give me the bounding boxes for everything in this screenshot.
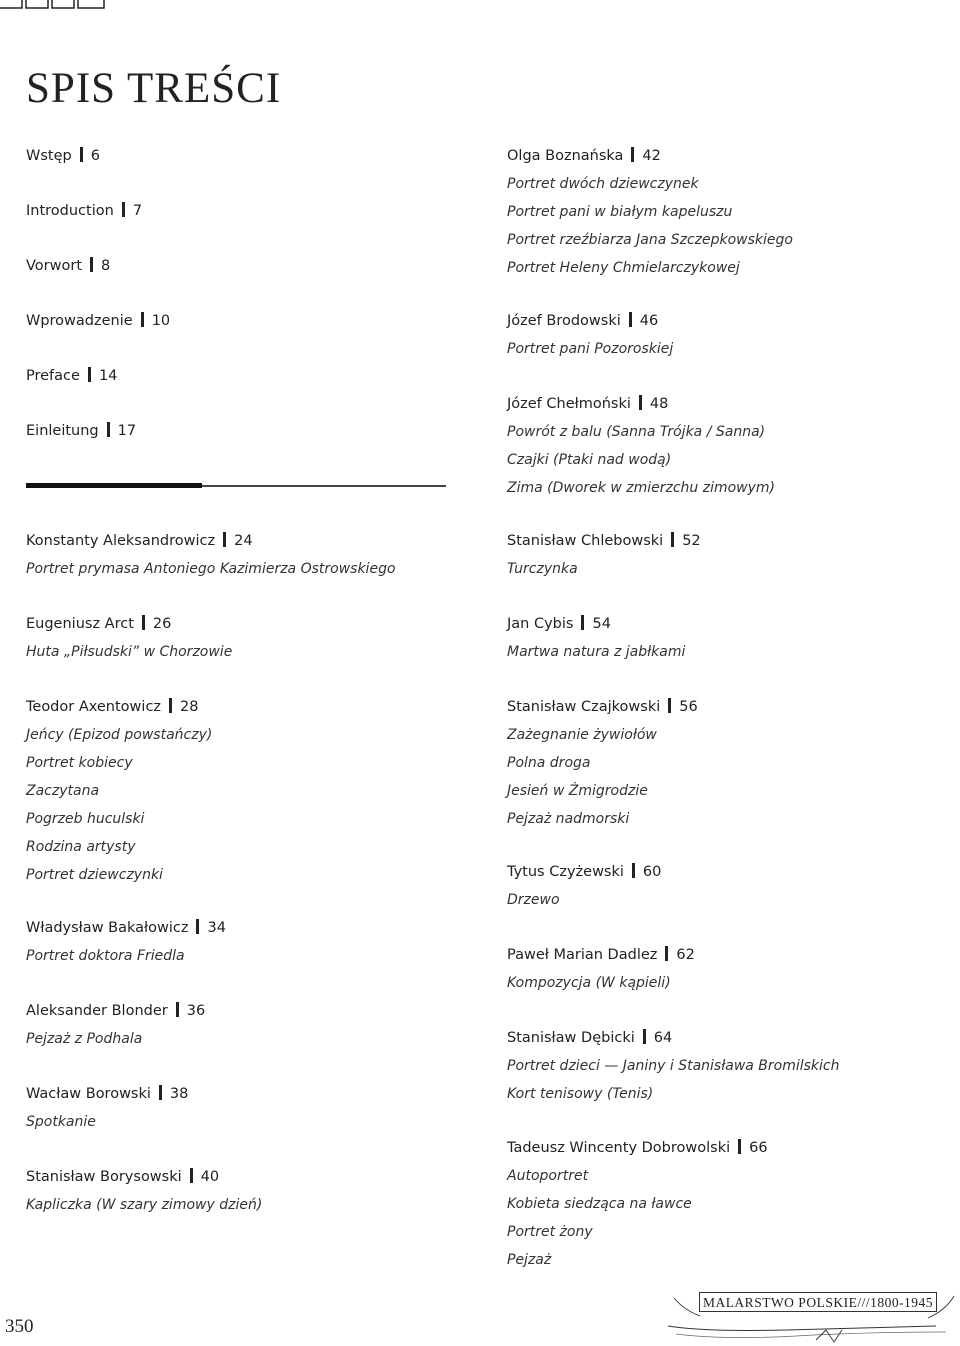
- entry-page-number: 64: [653, 1030, 673, 1046]
- artwork-title: Portret pani w białym kapeluszu: [507, 204, 733, 220]
- artwork-title: Huta „Piłsudski” w Chorzowie: [26, 644, 233, 660]
- toc-entry: [26, 362, 117, 390]
- entry-heading: [507, 307, 673, 335]
- artwork-title: Turczynka: [507, 561, 578, 577]
- entry-heading: [26, 252, 110, 280]
- toc-entry: [26, 693, 212, 889]
- toc-entry: [26, 142, 100, 170]
- entry-page-number: 26: [152, 616, 172, 632]
- series-label: MALARSTWO POLSKIE///1800-1945: [699, 1292, 937, 1312]
- artist-name: Jan Cybis: [507, 616, 574, 632]
- entry-page-number: 8: [101, 258, 111, 274]
- toc-entry: [26, 417, 136, 445]
- artwork-title: Zaczytana: [26, 783, 100, 799]
- artist-name: Paweł Marian Dadlez: [507, 947, 658, 963]
- toc-entry: [26, 1080, 188, 1136]
- entry-heading: [26, 693, 212, 721]
- artwork-title: Pejzaż nadmorski: [507, 811, 630, 827]
- artwork-title: Portret żony: [507, 1224, 593, 1240]
- entry-page-number: 48: [649, 396, 669, 412]
- entry-title: Vorwort: [26, 258, 83, 274]
- artist-name: Władysław Bakałowicz: [26, 920, 189, 936]
- entry-heading: [507, 142, 793, 170]
- separator-bar: [738, 1139, 741, 1154]
- artist-name: Tadeusz Wincenty Dobrowolski: [507, 1140, 731, 1156]
- artwork-title: Spotkanie: [26, 1114, 96, 1130]
- entry-heading: [26, 1080, 188, 1108]
- entry-title: Wstęp: [26, 148, 72, 164]
- entry-title: Wprowadzenie: [26, 313, 133, 329]
- entry-heading: [26, 417, 136, 445]
- separator-bar: [581, 615, 584, 630]
- toc-entry: [507, 941, 695, 997]
- separator-bar: [190, 1168, 193, 1183]
- separator-bar: [631, 147, 634, 162]
- artwork-title: Pejzaż z Podhala: [26, 1031, 143, 1047]
- entry-heading: [26, 527, 396, 555]
- separator-bar: [176, 1002, 179, 1017]
- entry-page-number: 6: [90, 148, 100, 164]
- separator-bar: [90, 257, 93, 272]
- artwork-title: Autoportret: [507, 1168, 589, 1184]
- separator-bar: [196, 919, 199, 934]
- artist-name: Konstanty Aleksandrowicz: [26, 533, 216, 549]
- entry-page-number: 7: [132, 203, 143, 219]
- toc-entry: [507, 858, 661, 914]
- artwork-title: Polna droga: [507, 755, 591, 771]
- artwork-title: Zima (Dworek w zmierzchu zimowym): [507, 480, 775, 496]
- entry-heading: [26, 307, 170, 335]
- entry-page-number: 56: [679, 699, 698, 715]
- separator-bar: [88, 367, 91, 382]
- entry-heading: [507, 1024, 840, 1052]
- entry-heading: [507, 610, 685, 638]
- entry-heading: [507, 527, 701, 555]
- separator-bar: [223, 532, 226, 547]
- separator-bar: [122, 202, 125, 217]
- entry-page-number: 52: [682, 533, 701, 549]
- artwork-title: Zażegnanie żywiołów: [507, 727, 657, 743]
- entry-page-number: 14: [98, 368, 118, 384]
- artist-name: Aleksander Blonder: [26, 1003, 168, 1019]
- artist-name: Józef Brodowski: [507, 313, 621, 329]
- artwork-title: Portret dzieci — Janiny i Stanisława Bromilskich: [507, 1058, 840, 1074]
- entry-heading: [26, 997, 205, 1025]
- artist-name: Stanisław Chlebowski: [507, 533, 664, 549]
- crop-marks-decoration: [0, 0, 110, 12]
- entry-heading: [26, 142, 100, 170]
- entry-page-number: 38: [169, 1086, 189, 1102]
- entry-page-number: 42: [642, 148, 661, 164]
- separator-bar: [629, 312, 632, 327]
- separator-bar: [141, 312, 144, 327]
- artist-name: Wacław Borowski: [26, 1086, 151, 1102]
- artwork-title: Rodzina artysty: [26, 839, 136, 855]
- entry-heading: [26, 914, 226, 942]
- artwork-title: Portret pani Pozoroskiej: [507, 341, 674, 357]
- entry-heading: [26, 362, 117, 390]
- artwork-title: Portret dwóch dziewczynek: [507, 176, 699, 192]
- artwork-title: Pogrzeb huculski: [26, 811, 145, 827]
- section-divider-thin: [202, 485, 446, 487]
- entry-page-number: 54: [592, 616, 611, 632]
- entry-page-number: 17: [117, 423, 137, 439]
- entry-heading: [26, 610, 232, 638]
- separator-bar: [80, 147, 83, 162]
- artist-name: Teodor Axentowicz: [26, 699, 162, 715]
- separator-bar: [107, 422, 110, 437]
- artwork-title: Portret prymasa Antoniego Kazimierza Ostrowskiego: [26, 561, 396, 577]
- toc-entry: [26, 914, 226, 970]
- artwork-title: Portret Heleny Chmielarczykowej: [507, 260, 740, 276]
- entry-page-number: 40: [200, 1169, 220, 1185]
- artwork-title: Martwa natura z jabłkami: [507, 644, 686, 660]
- separator-bar: [671, 532, 674, 547]
- artwork-title: Kort tenisowy (Tenis): [507, 1086, 654, 1102]
- entry-heading: [507, 1134, 768, 1162]
- toc-entry: [26, 997, 205, 1053]
- artist-name: Olga Boznańska: [507, 148, 624, 164]
- entry-page-number: 62: [676, 947, 695, 963]
- entry-title: Preface: [26, 368, 80, 384]
- separator-bar: [632, 863, 635, 878]
- separator-bar: [169, 698, 172, 713]
- artist-name: Stanisław Dębicki: [507, 1030, 635, 1046]
- toc-entry: [507, 1134, 768, 1274]
- toc-entry: [26, 252, 110, 280]
- artwork-title: Portret kobiecy: [26, 755, 133, 771]
- artist-name: Stanisław Czajkowski: [507, 699, 661, 715]
- entry-page-number: 46: [639, 313, 659, 329]
- entry-page-number: 28: [180, 699, 199, 715]
- entry-heading: [507, 693, 698, 721]
- entry-page-number: 66: [749, 1140, 768, 1156]
- toc-entry: [26, 307, 170, 335]
- toc-entry: [507, 693, 698, 833]
- toc-entry: [507, 1024, 840, 1108]
- artwork-title: Jesień w Żmigrodzie: [507, 783, 648, 799]
- entry-page-number: 24: [234, 533, 253, 549]
- artist-name: Tytus Czyżewski: [507, 864, 624, 880]
- artwork-title: Portret dziewczynki: [26, 867, 163, 883]
- artwork-title: Pejzaż: [507, 1252, 552, 1268]
- entry-page-number: 34: [207, 920, 226, 936]
- entry-heading: [26, 1163, 262, 1191]
- separator-bar: [142, 615, 145, 630]
- entry-heading: [507, 858, 661, 886]
- artwork-title: Drzewo: [507, 892, 560, 908]
- entry-page-number: 60: [642, 864, 662, 880]
- artwork-title: Powrót z balu (Sanna Trójka / Sanna): [507, 424, 766, 440]
- entry-title: Einleitung: [26, 423, 99, 439]
- entry-page-number: 10: [151, 313, 171, 329]
- page-title: SPIS TREŚCI: [26, 65, 282, 112]
- toc-entry: [507, 527, 701, 583]
- entry-title: Introduction: [26, 203, 114, 219]
- toc-entry: [26, 1163, 262, 1219]
- separator-bar: [159, 1085, 162, 1100]
- entry-heading: [507, 390, 775, 418]
- artist-name: Eugeniusz Arct: [26, 616, 134, 632]
- toc-entry: [26, 527, 396, 583]
- page-number: 350: [5, 1316, 34, 1337]
- artwork-title: Kobieta siedząca na ławce: [507, 1196, 692, 1212]
- entry-page-number: 36: [186, 1003, 206, 1019]
- toc-entry: [507, 390, 775, 502]
- toc-entry: [26, 197, 142, 225]
- artwork-title: Kapliczka (W szary zimowy dzień): [26, 1197, 263, 1213]
- toc-entry: [507, 610, 685, 666]
- artist-name: Stanisław Borysowski: [26, 1169, 182, 1185]
- toc-entry: [507, 307, 673, 363]
- entry-heading: [26, 197, 142, 225]
- separator-bar: [643, 1029, 646, 1044]
- artwork-title: Portret doktora Friedla: [26, 948, 185, 964]
- artwork-title: Czajki (Ptaki nad wodą): [507, 452, 672, 468]
- toc-entry: [26, 610, 232, 666]
- separator-bar: [639, 395, 642, 410]
- entry-heading: [507, 941, 695, 969]
- separator-bar: [668, 698, 671, 713]
- artwork-title: Kompozycja (W kąpieli): [507, 975, 671, 991]
- section-divider-thick: [26, 483, 202, 488]
- toc-entry: [507, 142, 793, 282]
- artwork-title: Jeńcy (Epizod powstańczy): [26, 727, 213, 743]
- artwork-title: Portret rzeźbiarza Jana Szczepkowskiego: [507, 232, 793, 248]
- artist-name: Józef Chełmoński: [507, 396, 631, 412]
- separator-bar: [665, 946, 668, 961]
